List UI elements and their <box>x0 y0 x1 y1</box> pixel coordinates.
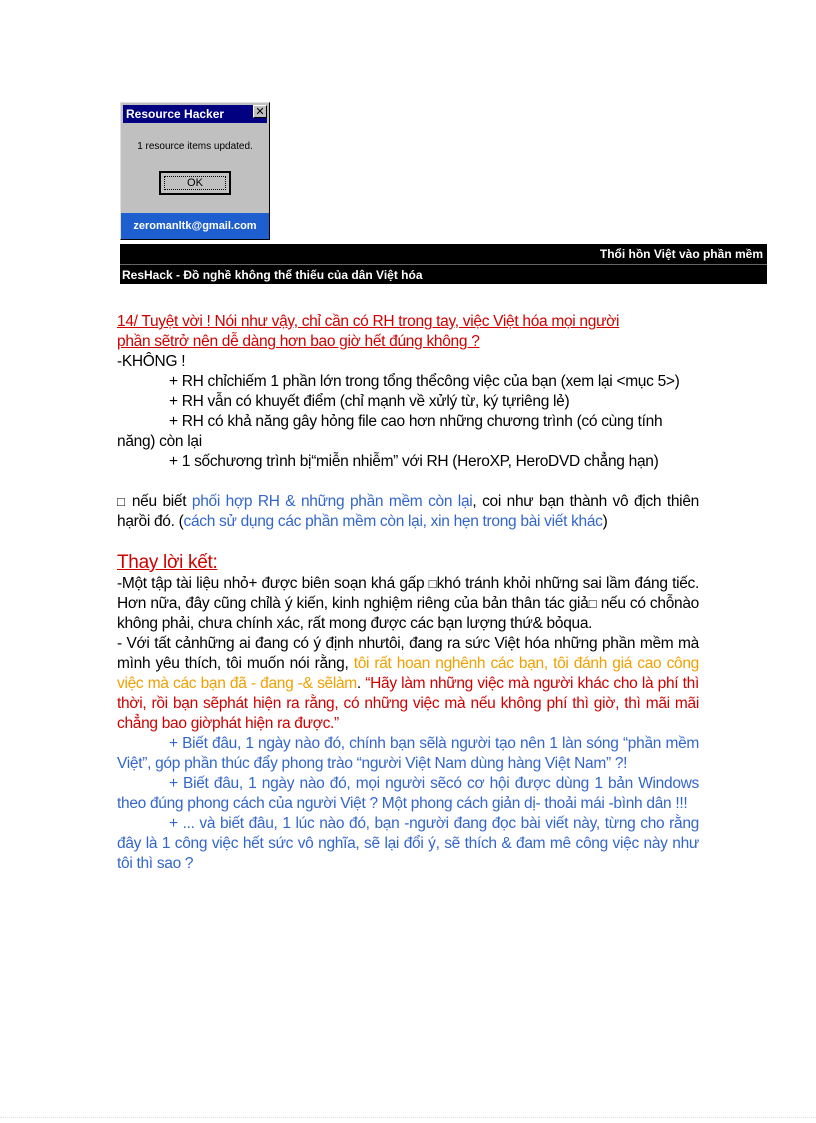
point-1: + RH chỉchiếm 1 phần lớn trong tổng thểcông việc của bạn (xem lại <mục 5>) <box>169 373 680 390</box>
closing-quote: “Hãy làm những việc mà người khác cho là phí thì thời, rồi bạn sẽphát hiện ra rằng, có những việc mà nếu không phí thì giờ, thì mãi mãi chẳng bao giờphát hiện ra được.” <box>117 675 699 732</box>
question-14-line1: 14/ Tuyệt vời ! Nói như vậy, chỉ cần có RH trong tay, việc Việt hóa mọi người <box>117 313 620 330</box>
banner-title: ResHack - Đồ nghề không thể thiếu của dân Việt hóa <box>120 264 767 284</box>
combo-note: cách sử dụng các phần mềm còn lại, xin hẹn trong bài viết khác <box>183 513 603 530</box>
page-bottom-divider <box>0 1117 816 1118</box>
closing-bullet-1: + Biết đâu, 1 ngày nào đó, chính bạn sẽlà người tạo nên 1 làn sóng “phần mềm Việt”, góp phần thúc đẩy phong trào “người Việt Nam dùng hàng Việt Nam” ?! <box>117 735 699 772</box>
dialog-title: Resource Hacker <box>123 105 267 123</box>
point-4: + 1 sốchương trình bị“miễn nhiễm” với RH (HeroXP, HeroDVD chẳng hạn) <box>169 453 659 470</box>
combo-highlight: phối hợp RH & những phần mềm còn lại <box>191 493 473 510</box>
answer: -KHÔNG ! <box>117 353 186 370</box>
point-2: + RH vẫn có khuyết điểm (chỉ mạnh về xửlý từ, ký tựriêng lẻ) <box>169 393 570 410</box>
checkbox-glyph: □ <box>117 494 127 509</box>
dialog-message: 1 resource items updated. <box>137 141 253 152</box>
closing-heading: Thay lời kết: <box>117 552 218 573</box>
article-body <box>117 312 699 874</box>
closing-bullet-3: + ... và biết đâu, 1 lúc nào đó, bạn -người đang đọc bài viết này, từng cho rằng đây là 1 công việc hết sức vô nghĩa, sẽ lại đổi ý, sẽ thích & đam mê công việc này như tôi thì sao ? <box>117 815 699 872</box>
closing-paragraph-2: - Với tất cảnhững ai đang có ý định nhưtôi, đang ra sức Việt hóa những phần mềm mà mình yêu thích, tôi muốn nói rằng, tôi rất hoan nghênh các bạn, tôi đánh giá cao công việc mà các bạn đã - đang -& sẽlàm. “Hãy làm những việc mà người khác cho là phí thì thời, rồi bạn sẽphát hiện ra rằng, có những việc mà nếu không phí thì giờ, thì mãi mãi chẳng bao giờphát hiện ra được.” <box>117 635 700 732</box>
banner-slogan: Thổi hồn Việt vào phần mềm <box>120 244 767 264</box>
closing-bullet-2: + Biết đâu, 1 ngày nào đó, mọi người sẽcó cơ hội được dùng 1 bản Windows theo đúng phong cách của người Việt ? Một phong cách giản dị- thoải mái -bình dân !!! <box>117 775 699 812</box>
point-3: + RH có khả năng gây hỏng file cao hơn những chương trình (có cùng tính năng) còn lại <box>117 413 663 450</box>
checkbox-glyph-3: □ <box>588 596 597 611</box>
resource-hacker-dialog <box>120 102 270 240</box>
checkbox-glyph-2: □ <box>428 576 437 591</box>
question-14-line2: phần sẽtrở nên dễ dàng hơn bao giờ hết đúng không ? <box>117 333 480 350</box>
closing-paragraph-1: -Một tập tài liệu nhỏ+ được biên soạn khá gấp □khó tránh khỏi những sai lầm đáng tiếc. Hơn nữa, đây cũng chỉlà ý kiến, kinh nghiệm riêng của bản thân tác giả□ nếu có chỗnào không phải, chưa chính xác, rất mong được các bạn lượng thứ& bỏqua. <box>117 575 699 632</box>
ok-button[interactable]: OK <box>159 171 231 195</box>
closing-highlight: tôi rất hoan nghênh các bạn, tôi đánh giá cao công việc mà các bạn đã - đang -& sẽlàm <box>117 655 700 692</box>
author-email: zeromanltk@gmail.com <box>121 213 269 239</box>
close-icon[interactable]: ✕ <box>253 105 267 118</box>
combo-paragraph: □ nếu biết phối hợp RH & những phần mềm còn lại, coi như bạn thành vô địch thiên hạrồi đó. (cách sử dụng các phần mềm còn lại, xin hẹn trong bài viết khác) <box>117 493 699 530</box>
